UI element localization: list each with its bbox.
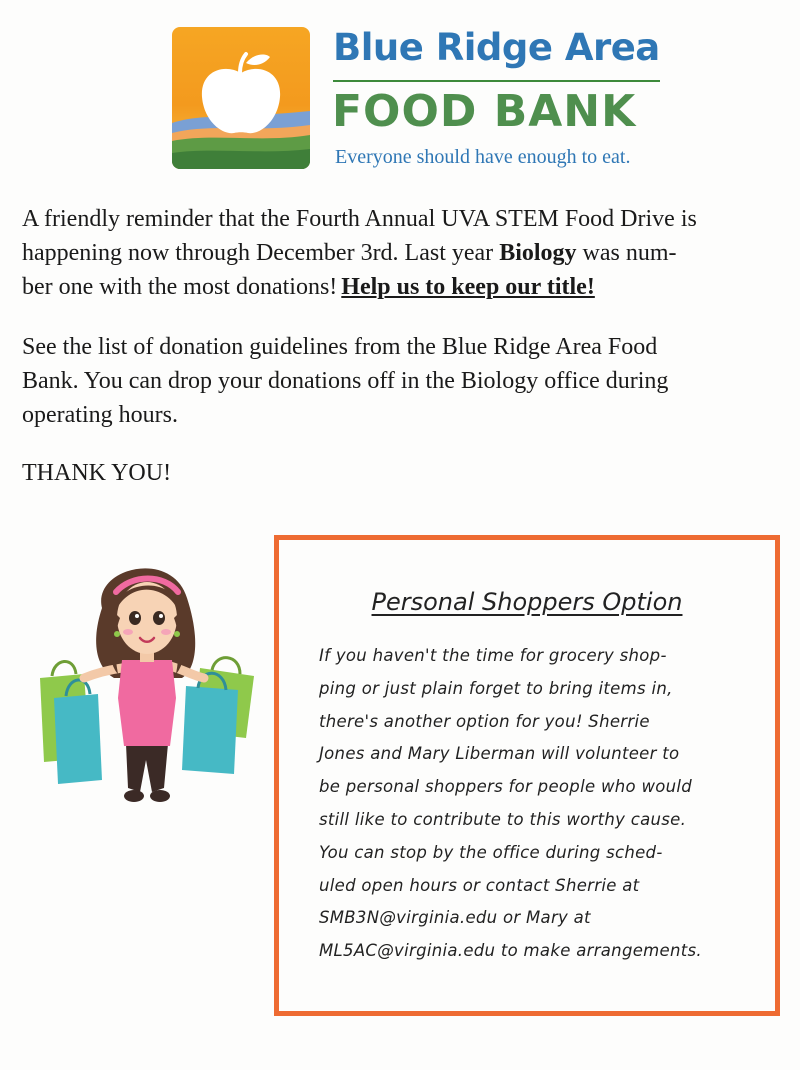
guidelines-paragraph — [22, 330, 782, 432]
shoppers-line-2: ping or just plain forget to bring items in, — [319, 678, 673, 698]
personal-shoppers-box — [274, 535, 780, 1016]
call-to-action: Help us to keep our title! — [341, 274, 595, 300]
guidelines-line-1: See the list of donation guidelines from the Blue Ridge Area Food — [22, 334, 658, 360]
shoppers-line-4: Jones and Mary Liberman will volunteer to — [319, 744, 680, 764]
personal-shoppers-title-text: Personal Shoppers Option — [371, 588, 683, 616]
shoppers-line-7: You can stop by the office during sched- — [319, 842, 663, 862]
brand-divider — [333, 80, 660, 82]
intro-line-2-text: happening now through December 3rd. Last year — [22, 240, 500, 266]
shopper-girl-illustration-icon — [22, 548, 272, 808]
food-bank-logo-icon — [172, 27, 310, 169]
brand-name-line2: FOOD BANK — [332, 86, 637, 137]
shoppers-line-6: still like to contribute to this worthy cause. — [319, 809, 687, 829]
personal-shoppers-title — [279, 588, 775, 616]
shoppers-line-9: SMB3N@virginia.edu or Mary at — [319, 908, 591, 928]
shoppers-line-1: If you haven't the time for grocery shop- — [319, 646, 667, 665]
shoppers-line-10: ML5AC@virginia.edu to make arrangements. — [319, 941, 702, 961]
intro-line-2 — [22, 236, 782, 270]
intro-bold-word: Biology — [499, 240, 577, 266]
intro-line-3 — [22, 270, 782, 304]
shoppers-line-8: uled open hours or contact Sherrie at — [319, 875, 640, 895]
brand-name-line1: Blue Ridge Area — [333, 26, 660, 69]
intro-line-3-text: ber one with the most donations! — [22, 274, 338, 300]
shoppers-line-3: there's another option for you! Sherrie — [319, 711, 650, 731]
personal-shoppers-body — [319, 640, 759, 968]
guidelines-line-2: Bank. You can drop your donations off in the Biology office during — [22, 368, 669, 394]
intro-line-1: A friendly reminder that the Fourth Annual UVA STEM Food Drive is — [22, 206, 697, 232]
intro-line-2-end: was num- — [576, 240, 677, 266]
shoppers-line-5: be personal shoppers for people who would — [319, 777, 693, 797]
intro-paragraph — [22, 202, 782, 304]
guidelines-line-3: operating hours. — [22, 402, 178, 428]
thank-you-text: THANK YOU! — [22, 460, 172, 486]
brand-tagline: Everyone should have enough to eat. — [335, 146, 631, 168]
